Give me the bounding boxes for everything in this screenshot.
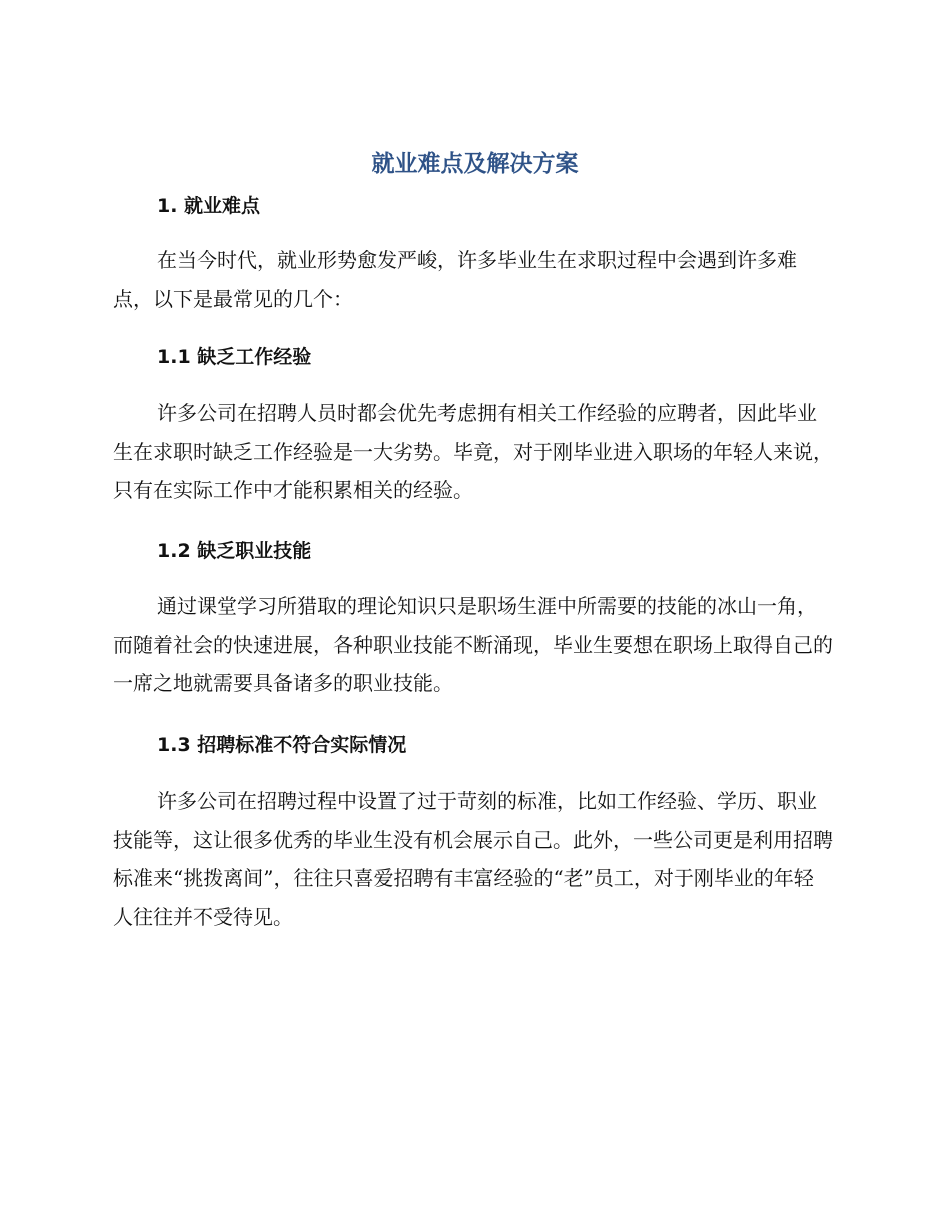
section-1-3-paragraph: 许多公司在招聘过程中设置了过于苛刻的标准，比如工作经验、学历、职业技能等，这让很多优秀的毕业生没有机会展示自己。此外，一些公司更是利用招聘标准来“挑拨离间”，往往只喜爱招聘有丰富经验的“老”员工，对于刚毕业的年轻人往往并不受待见。 <box>113 789 833 929</box>
section-heading-1-1: 1.1 缺乏工作经验 <box>157 346 312 368</box>
document-title: 就业难点及解决方案 <box>371 151 579 177</box>
section-heading-1-2: 1.2 缺乏职业技能 <box>157 540 312 562</box>
section-1-1-paragraph: 许多公司在招聘人员时都会优先考虑拥有相关工作经验的应聘者，因此毕业生在求职时缺乏工作经验是一大劣势。毕竟，对于刚毕业进入职场的年轻人来说，只有在实际工作中才能积累相关的经验。 <box>113 401 833 502</box>
section-heading-1: 1. 就业难点 <box>157 195 261 217</box>
section-1-paragraph: 在当今时代，就业形势愈发严峻，许多毕业生在求职过程中会遇到许多难点，以下是最常见的几个： <box>113 248 797 311</box>
section-heading-1-3: 1.3 招聘标准不符合实际情况 <box>157 734 407 756</box>
section-1-2-paragraph: 通过课堂学习所猎取的理论知识只是职场生涯中所需要的技能的冰山一角，而随着社会的快速进展，各种职业技能不断涌现，毕业生要想在职场上取得自己的一席之地就需要具备诸多的职业技能。 <box>113 594 833 695</box>
